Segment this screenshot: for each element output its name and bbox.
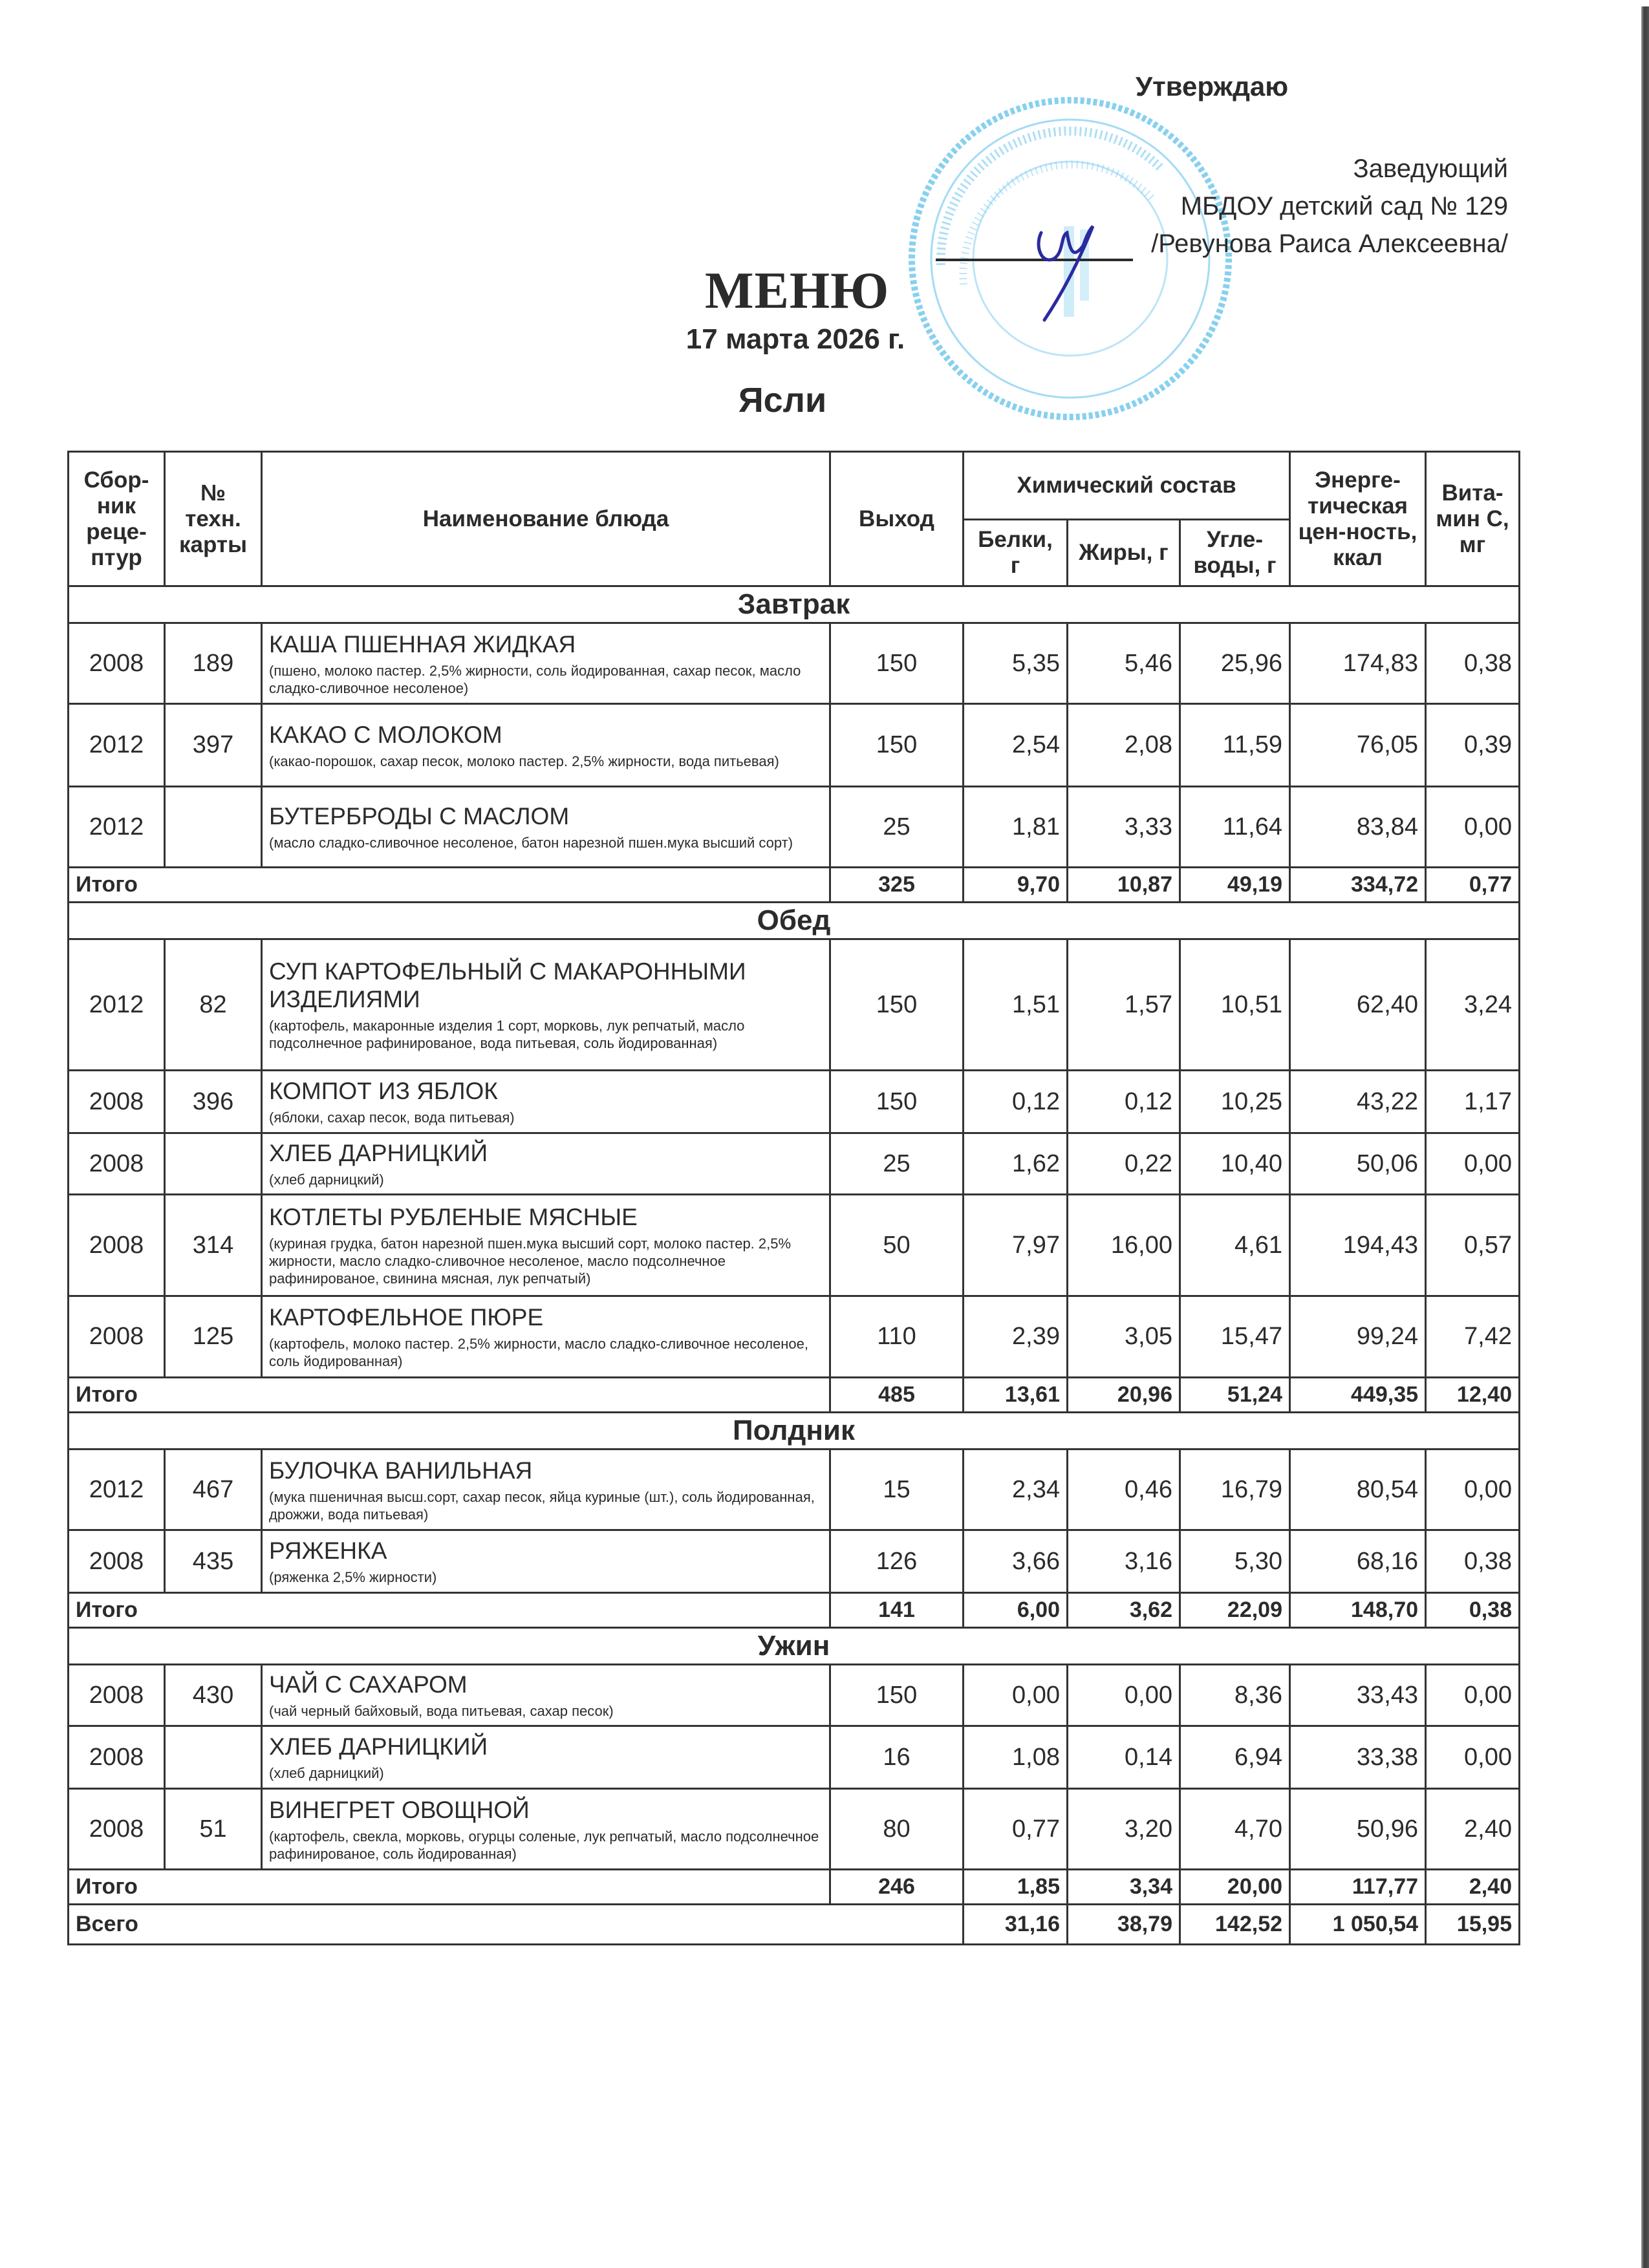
dish-fats: 3,05 (1068, 1296, 1180, 1378)
dish-name: БУТЕРБРОДЫ С МАСЛОМ (269, 803, 570, 829)
approval-title: Утверждаю (1136, 71, 1289, 102)
grand-total-fats: 38,79 (1068, 1905, 1180, 1945)
dish-vitamin-c: 1,17 (1426, 1071, 1520, 1133)
total-output: 325 (830, 868, 964, 903)
total-fats: 3,62 (1068, 1593, 1180, 1628)
table-row (69, 1665, 1520, 1726)
total-output: 246 (830, 1870, 964, 1905)
recipe-collection: 2008 (69, 1726, 165, 1789)
dish-vitamin-c: 0,39 (1426, 704, 1520, 787)
tech-card-number: 467 (165, 1450, 262, 1530)
dish-name-cell (262, 704, 830, 787)
dish-name-cell (262, 1133, 830, 1195)
total-fats: 3,34 (1068, 1870, 1180, 1905)
section-header-row (69, 586, 1520, 623)
section-header-row (69, 903, 1520, 939)
dish-vitamin-c: 0,00 (1426, 1726, 1520, 1789)
tech-card-number: 51 (165, 1789, 262, 1870)
dish-fats: 0,00 (1068, 1665, 1180, 1726)
section-header-row (69, 1413, 1520, 1450)
tech-card-number (165, 1133, 262, 1195)
dish-energy: 50,96 (1290, 1789, 1426, 1870)
dish-name: КОМПОТ ИЗ ЯБЛОК (269, 1078, 498, 1104)
dish-proteins: 0,77 (964, 1789, 1068, 1870)
dish-ingredients: (хлеб дарницкий) (269, 1765, 384, 1781)
col-header-collection: Сбор-ник реце-птур (69, 452, 165, 586)
grand-total-vitamin-c: 15,95 (1426, 1905, 1520, 1945)
dish-energy: 43,22 (1290, 1071, 1426, 1133)
dish-output: 25 (830, 787, 964, 868)
dish-vitamin-c: 0,00 (1426, 1665, 1520, 1726)
col-header-dish-name: Наименование блюда (262, 452, 830, 586)
total-carbs: 51,24 (1180, 1378, 1290, 1413)
dish-name-cell (262, 1450, 830, 1530)
col-header-vitamin-c: Вита-мин С, мг (1426, 452, 1520, 586)
total-proteins: 9,70 (964, 868, 1068, 903)
dish-proteins: 5,35 (964, 623, 1068, 704)
dish-name-cell (262, 1296, 830, 1378)
recipe-collection: 2012 (69, 787, 165, 868)
menu-date: 17 марта 2026 г. (685, 323, 905, 355)
table-row (69, 1450, 1520, 1530)
dish-proteins: 7,97 (964, 1195, 1068, 1296)
dish-ingredients: (пшено, молоко пастер. 2,5% жирности, соль йодированная, сахар песок, масло сладко-сливочное несоленое) (269, 662, 801, 696)
total-vitamin-c: 0,77 (1426, 868, 1520, 903)
col-header-energy: Энерге-тическая цен-ность, ккал (1290, 452, 1426, 586)
dish-name: ВИНЕГРЕТ ОВОЩНОЙ (269, 1796, 530, 1823)
dish-fats: 3,33 (1068, 787, 1180, 868)
dish-proteins: 2,54 (964, 704, 1068, 787)
total-output: 485 (830, 1378, 964, 1413)
dish-carbs: 16,79 (1180, 1450, 1290, 1530)
recipe-collection: 2008 (69, 1133, 165, 1195)
dish-fats: 3,16 (1068, 1530, 1180, 1593)
dish-name: ХЛЕБ ДАРНИЦКИЙ (269, 1733, 488, 1760)
dish-output: 15 (830, 1450, 964, 1530)
total-output: 141 (830, 1593, 964, 1628)
dish-name: РЯЖЕНКА (269, 1537, 387, 1564)
col-header-proteins: Белки, г (964, 520, 1068, 586)
total-fats: 20,96 (1068, 1378, 1180, 1413)
dish-vitamin-c: 2,40 (1426, 1789, 1520, 1870)
tech-card-number (165, 787, 262, 868)
dish-name-cell (262, 1530, 830, 1593)
menu-table (67, 451, 1520, 1945)
dish-output: 150 (830, 1071, 964, 1133)
dish-name: ЧАЙ С САХАРОМ (269, 1671, 468, 1698)
total-label: Итого (69, 868, 830, 903)
dish-name: КОТЛЕТЫ РУБЛЕНЫЕ МЯСНЫЕ (269, 1204, 638, 1230)
table-row (69, 1789, 1520, 1870)
dish-name: КАША ПШЕННАЯ ЖИДКАЯ (269, 630, 576, 658)
grand-total-carbs: 142,52 (1180, 1905, 1290, 1945)
grand-total-proteins: 31,16 (964, 1905, 1068, 1945)
dish-carbs: 11,64 (1180, 787, 1290, 868)
recipe-collection: 2008 (69, 1789, 165, 1870)
dish-proteins: 1,51 (964, 939, 1068, 1071)
table-row (69, 787, 1520, 868)
dish-proteins: 0,12 (964, 1071, 1068, 1133)
dish-energy: 80,54 (1290, 1450, 1426, 1530)
meal-section-title: Завтрак (69, 586, 1520, 623)
dish-proteins: 1,81 (964, 787, 1068, 868)
dish-name-cell (262, 1726, 830, 1789)
dish-name-cell (262, 1789, 830, 1870)
dish-carbs: 8,36 (1180, 1665, 1290, 1726)
dish-fats: 1,57 (1068, 939, 1180, 1071)
table-row (69, 704, 1520, 787)
approval-signatory: /Ревунова Раиса Алексеевна/ (1151, 230, 1508, 258)
dish-name: БУЛОЧКА ВАНИЛЬНАЯ (269, 1457, 533, 1484)
table-row (69, 1071, 1520, 1133)
dish-fats: 16,00 (1068, 1195, 1180, 1296)
dish-name-cell (262, 1071, 830, 1133)
dish-energy: 62,40 (1290, 939, 1426, 1071)
dish-output: 25 (830, 1133, 964, 1195)
total-proteins: 1,85 (964, 1870, 1068, 1905)
dish-ingredients: (куриная грудка, батон нарезной пшен.мука высший сорт, молоко пастер. 2,5% жирности, масло сладко-сливочное несоленое, масло подсолнечное рафинированое, свинина мясная, лук репчатый) (269, 1236, 792, 1287)
recipe-collection: 2008 (69, 623, 165, 704)
grand-total-row (69, 1905, 1520, 1945)
total-fats: 10,87 (1068, 868, 1180, 903)
total-carbs: 49,19 (1180, 868, 1290, 903)
table-row (69, 1296, 1520, 1378)
menu-table-body (69, 586, 1520, 1945)
total-label: Итого (69, 1593, 830, 1628)
dish-output: 150 (830, 623, 964, 704)
dish-output: 126 (830, 1530, 964, 1593)
total-energy: 334,72 (1290, 868, 1426, 903)
dish-fats: 5,46 (1068, 623, 1180, 704)
dish-ingredients: (картофель, свекла, морковь, огурцы соленые, лук репчатый, масло подсолнечное рафинированое, соль йодированная) (269, 1828, 819, 1862)
dish-carbs: 15,47 (1180, 1296, 1290, 1378)
dish-ingredients: (масло сладко-сливочное несоленое, батон нарезной пшен.мука высший сорт) (269, 835, 793, 851)
recipe-collection: 2008 (69, 1071, 165, 1133)
dish-output: 16 (830, 1726, 964, 1789)
table-row (69, 1195, 1520, 1296)
dish-name: КАРТОФЕЛЬНОЕ ПЮРЕ (269, 1304, 544, 1331)
total-energy: 117,77 (1290, 1870, 1426, 1905)
total-vitamin-c: 2,40 (1426, 1870, 1520, 1905)
dish-carbs: 10,25 (1180, 1071, 1290, 1133)
dish-energy: 76,05 (1290, 704, 1426, 787)
recipe-collection: 2012 (69, 939, 165, 1071)
dish-proteins: 3,66 (964, 1530, 1068, 1593)
page-title: МЕНЮ (705, 262, 890, 319)
total-energy: 148,70 (1290, 1593, 1426, 1628)
dish-name: ХЛЕБ ДАРНИЦКИЙ (269, 1140, 488, 1166)
dish-ingredients: (картофель, молоко пастер. 2,5% жирности, масло сладко-сливочное несоленое, соль йодированная) (269, 1336, 809, 1369)
dish-energy: 33,38 (1290, 1726, 1426, 1789)
col-header-tech-card: № техн. карты (165, 452, 262, 586)
col-header-carbs: Угле-воды, г (1180, 520, 1290, 586)
meal-section-title: Ужин (69, 1628, 1520, 1665)
tech-card-number: 430 (165, 1665, 262, 1726)
dish-output: 80 (830, 1789, 964, 1870)
dish-carbs: 4,70 (1180, 1789, 1290, 1870)
dish-ingredients: (мука пшеничная высш.сорт, сахар песок, яйца куриные (шт.), соль йодированная, дрожжи, вода питьевая) (269, 1488, 815, 1523)
dish-proteins: 1,08 (964, 1726, 1068, 1789)
total-energy: 449,35 (1290, 1378, 1426, 1413)
dish-output: 150 (830, 1665, 964, 1726)
dish-ingredients: (чай черный байховый, вода питьевая, сахар песок) (269, 1703, 614, 1719)
tech-card-number: 189 (165, 623, 262, 704)
dish-vitamin-c: 0,38 (1426, 1530, 1520, 1593)
dish-carbs: 5,30 (1180, 1530, 1290, 1593)
dish-name: КАКАО С МОЛОКОМ (269, 721, 502, 748)
tech-card-number: 397 (165, 704, 262, 787)
dish-energy: 99,24 (1290, 1296, 1426, 1378)
dish-carbs: 25,96 (1180, 623, 1290, 704)
dish-output: 150 (830, 704, 964, 787)
dish-ingredients: (картофель, макаронные изделия 1 сорт, морковь, лук репчатый, масло подсолнечное рафинированое, вода питьевая, соль йодированная) (269, 1018, 745, 1051)
dish-ingredients: (ряженка 2,5% жирности) (269, 1569, 437, 1585)
dish-name-cell (262, 1195, 830, 1296)
section-total-row (69, 1593, 1520, 1628)
dish-output: 110 (830, 1296, 964, 1378)
grand-total-label: Всего (69, 1905, 964, 1945)
dish-energy: 33,43 (1290, 1665, 1426, 1726)
recipe-collection: 2008 (69, 1665, 165, 1726)
total-vitamin-c: 0,38 (1426, 1593, 1520, 1628)
group-name: Ясли (738, 381, 827, 420)
dish-name: СУП КАРТОФЕЛЬНЫЙ С МАКАРОННЫМИ ИЗДЕЛИЯМИ (269, 958, 746, 1012)
col-header-chemical-composition: Химический состав (964, 452, 1290, 520)
tech-card-number: 396 (165, 1071, 262, 1133)
meal-section-title: Обед (69, 903, 1520, 939)
recipe-collection: 2008 (69, 1195, 165, 1296)
dish-energy: 174,83 (1290, 623, 1426, 704)
total-label: Итого (69, 1378, 830, 1413)
dish-fats: 0,46 (1068, 1450, 1180, 1530)
dish-output: 50 (830, 1195, 964, 1296)
dish-fats: 3,20 (1068, 1789, 1180, 1870)
dish-ingredients: (яблоки, сахар песок, вода питьевая) (269, 1109, 515, 1126)
dish-vitamin-c: 0,00 (1426, 1133, 1520, 1195)
col-header-fats: Жиры, г (1068, 520, 1180, 586)
dish-energy: 50,06 (1290, 1133, 1426, 1195)
dish-carbs: 10,40 (1180, 1133, 1290, 1195)
section-total-row (69, 868, 1520, 903)
dish-fats: 0,12 (1068, 1071, 1180, 1133)
dish-proteins: 2,39 (964, 1296, 1068, 1378)
tech-card-number: 125 (165, 1296, 262, 1378)
tech-card-number: 314 (165, 1195, 262, 1296)
dish-energy: 68,16 (1290, 1530, 1426, 1593)
total-vitamin-c: 12,40 (1426, 1378, 1520, 1413)
dish-carbs: 10,51 (1180, 939, 1290, 1071)
dish-name-cell (262, 787, 830, 868)
approval-block (1151, 150, 1508, 262)
dish-energy: 83,84 (1290, 787, 1426, 868)
approval-organization: МБДОУ детский сад № 129 (1180, 192, 1508, 220)
table-row (69, 939, 1520, 1071)
dish-vitamin-c: 3,24 (1426, 939, 1520, 1071)
dish-proteins: 1,62 (964, 1133, 1068, 1195)
signature-icon (1028, 207, 1106, 323)
dish-proteins: 0,00 (964, 1665, 1068, 1726)
dish-fats: 2,08 (1068, 704, 1180, 787)
section-header-row (69, 1628, 1520, 1665)
dish-carbs: 11,59 (1180, 704, 1290, 787)
total-carbs: 20,00 (1180, 1870, 1290, 1905)
col-header-output: Выход (830, 452, 964, 586)
total-carbs: 22,09 (1180, 1593, 1290, 1628)
tech-card-number (165, 1726, 262, 1789)
total-label: Итого (69, 1870, 830, 1905)
tech-card-number: 82 (165, 939, 262, 1071)
scan-edge (1641, 6, 1649, 2268)
dish-energy: 194,43 (1290, 1195, 1426, 1296)
total-proteins: 13,61 (964, 1378, 1068, 1413)
recipe-collection: 2008 (69, 1530, 165, 1593)
tech-card-number: 435 (165, 1530, 262, 1593)
dish-name-cell (262, 623, 830, 704)
table-row (69, 1726, 1520, 1789)
dish-name-cell (262, 939, 830, 1071)
recipe-collection: 2012 (69, 704, 165, 787)
dish-carbs: 4,61 (1180, 1195, 1290, 1296)
dish-ingredients: (какао-порошок, сахар песок, молоко пастер. 2,5% жирности, вода питьевая) (269, 753, 779, 769)
total-proteins: 6,00 (964, 1593, 1068, 1628)
dish-proteins: 2,34 (964, 1450, 1068, 1530)
dish-fats: 0,22 (1068, 1133, 1180, 1195)
dish-vitamin-c: 0,57 (1426, 1195, 1520, 1296)
table-row (69, 1530, 1520, 1593)
grand-total-energy: 1 050,54 (1290, 1905, 1426, 1945)
section-total-row (69, 1378, 1520, 1413)
dish-carbs: 6,94 (1180, 1726, 1290, 1789)
dish-name-cell (262, 1665, 830, 1726)
dish-vitamin-c: 0,00 (1426, 787, 1520, 868)
recipe-collection: 2012 (69, 1450, 165, 1530)
dish-vitamin-c: 7,42 (1426, 1296, 1520, 1378)
meal-section-title: Полдник (69, 1413, 1520, 1450)
table-row (69, 1133, 1520, 1195)
table-row (69, 623, 1520, 704)
dish-vitamin-c: 0,00 (1426, 1450, 1520, 1530)
approval-position: Заведующий (1353, 155, 1508, 183)
dish-vitamin-c: 0,38 (1426, 623, 1520, 704)
dish-output: 150 (830, 939, 964, 1071)
section-total-row (69, 1870, 1520, 1905)
dish-fats: 0,14 (1068, 1726, 1180, 1789)
dish-ingredients: (хлеб дарницкий) (269, 1171, 384, 1188)
recipe-collection: 2008 (69, 1296, 165, 1378)
